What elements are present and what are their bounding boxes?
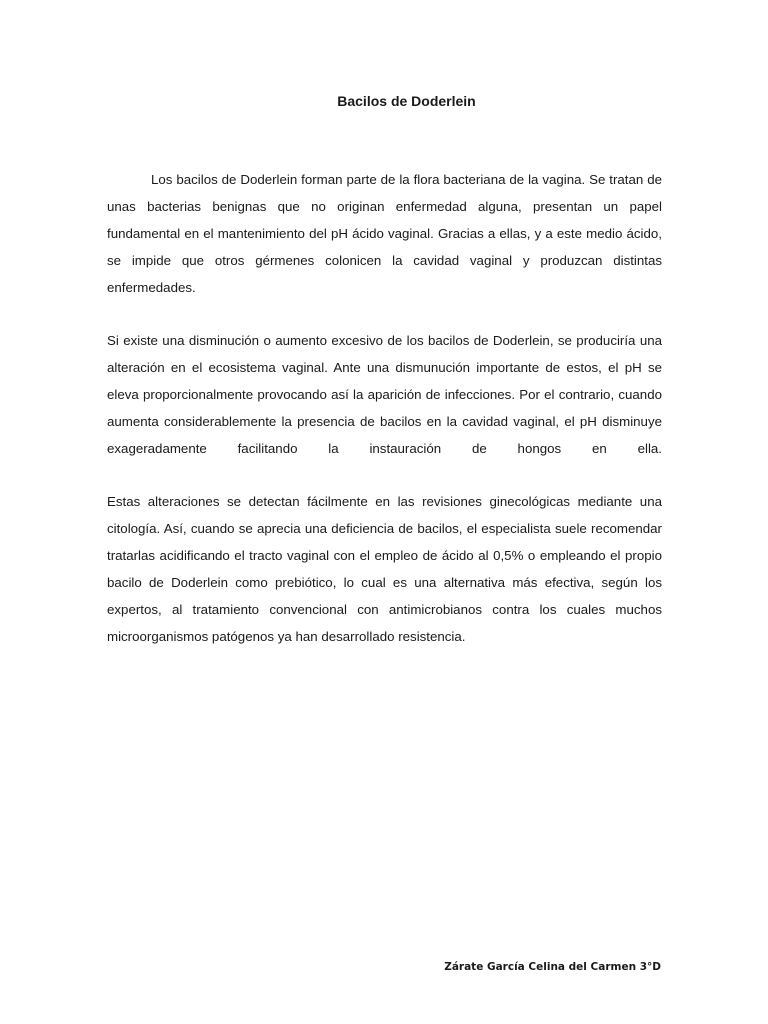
- paragraph-1: Los bacilos de Doderlein forman parte de la flora bacteriana de la vagina. Se tratan de unas bacterias benignas que no originan enfermedad alguna, presentan un papel fundamental en el mantenimiento del pH ácido vaginal. Gracias a ellas, y a este medio ácido, se impide que otros gérmenes colonicen la cavidad vaginal y produzcan distintas enfermedades.: [107, 172, 662, 295]
- author-footer: Zárate García Celina del Carmen 3°D: [444, 961, 661, 973]
- document-title: Bacilos de Doderlein: [337, 93, 476, 109]
- document-body: [107, 166, 662, 676]
- paragraph-3: Estas alteraciones se detectan fácilmente en las revisiones ginecológicas mediante una citología. Así, cuando se aprecia una deficiencia de bacilos, el especialista suele recomendar tratarlas acidificando el tracto vaginal con el empleo de ácido al 0,5% o empleando el propio bacilo de Doderlein como prebiótico, lo cual es una alternativa más efectiva, según los expertos, al tratamiento convencional con antimicrobianos contra los cuales muchos microorganismos patógenos ya han desarrollado resistencia.: [107, 494, 662, 644]
- paragraph-2: Si existe una disminución o aumento excesivo de los bacilos de Doderlein, se produciría una alteración en el ecosistema vaginal. Ante una dismunución importante de estos, el pH se eleva proporcionalmente provocando así la aparición de infecciones. Por el contrario, cuando aumenta considerablemente la presencia de bacilos en la cavidad vaginal, el pH disminuye exageradamente facilitando la instauración de hongos en ella.: [107, 333, 662, 456]
